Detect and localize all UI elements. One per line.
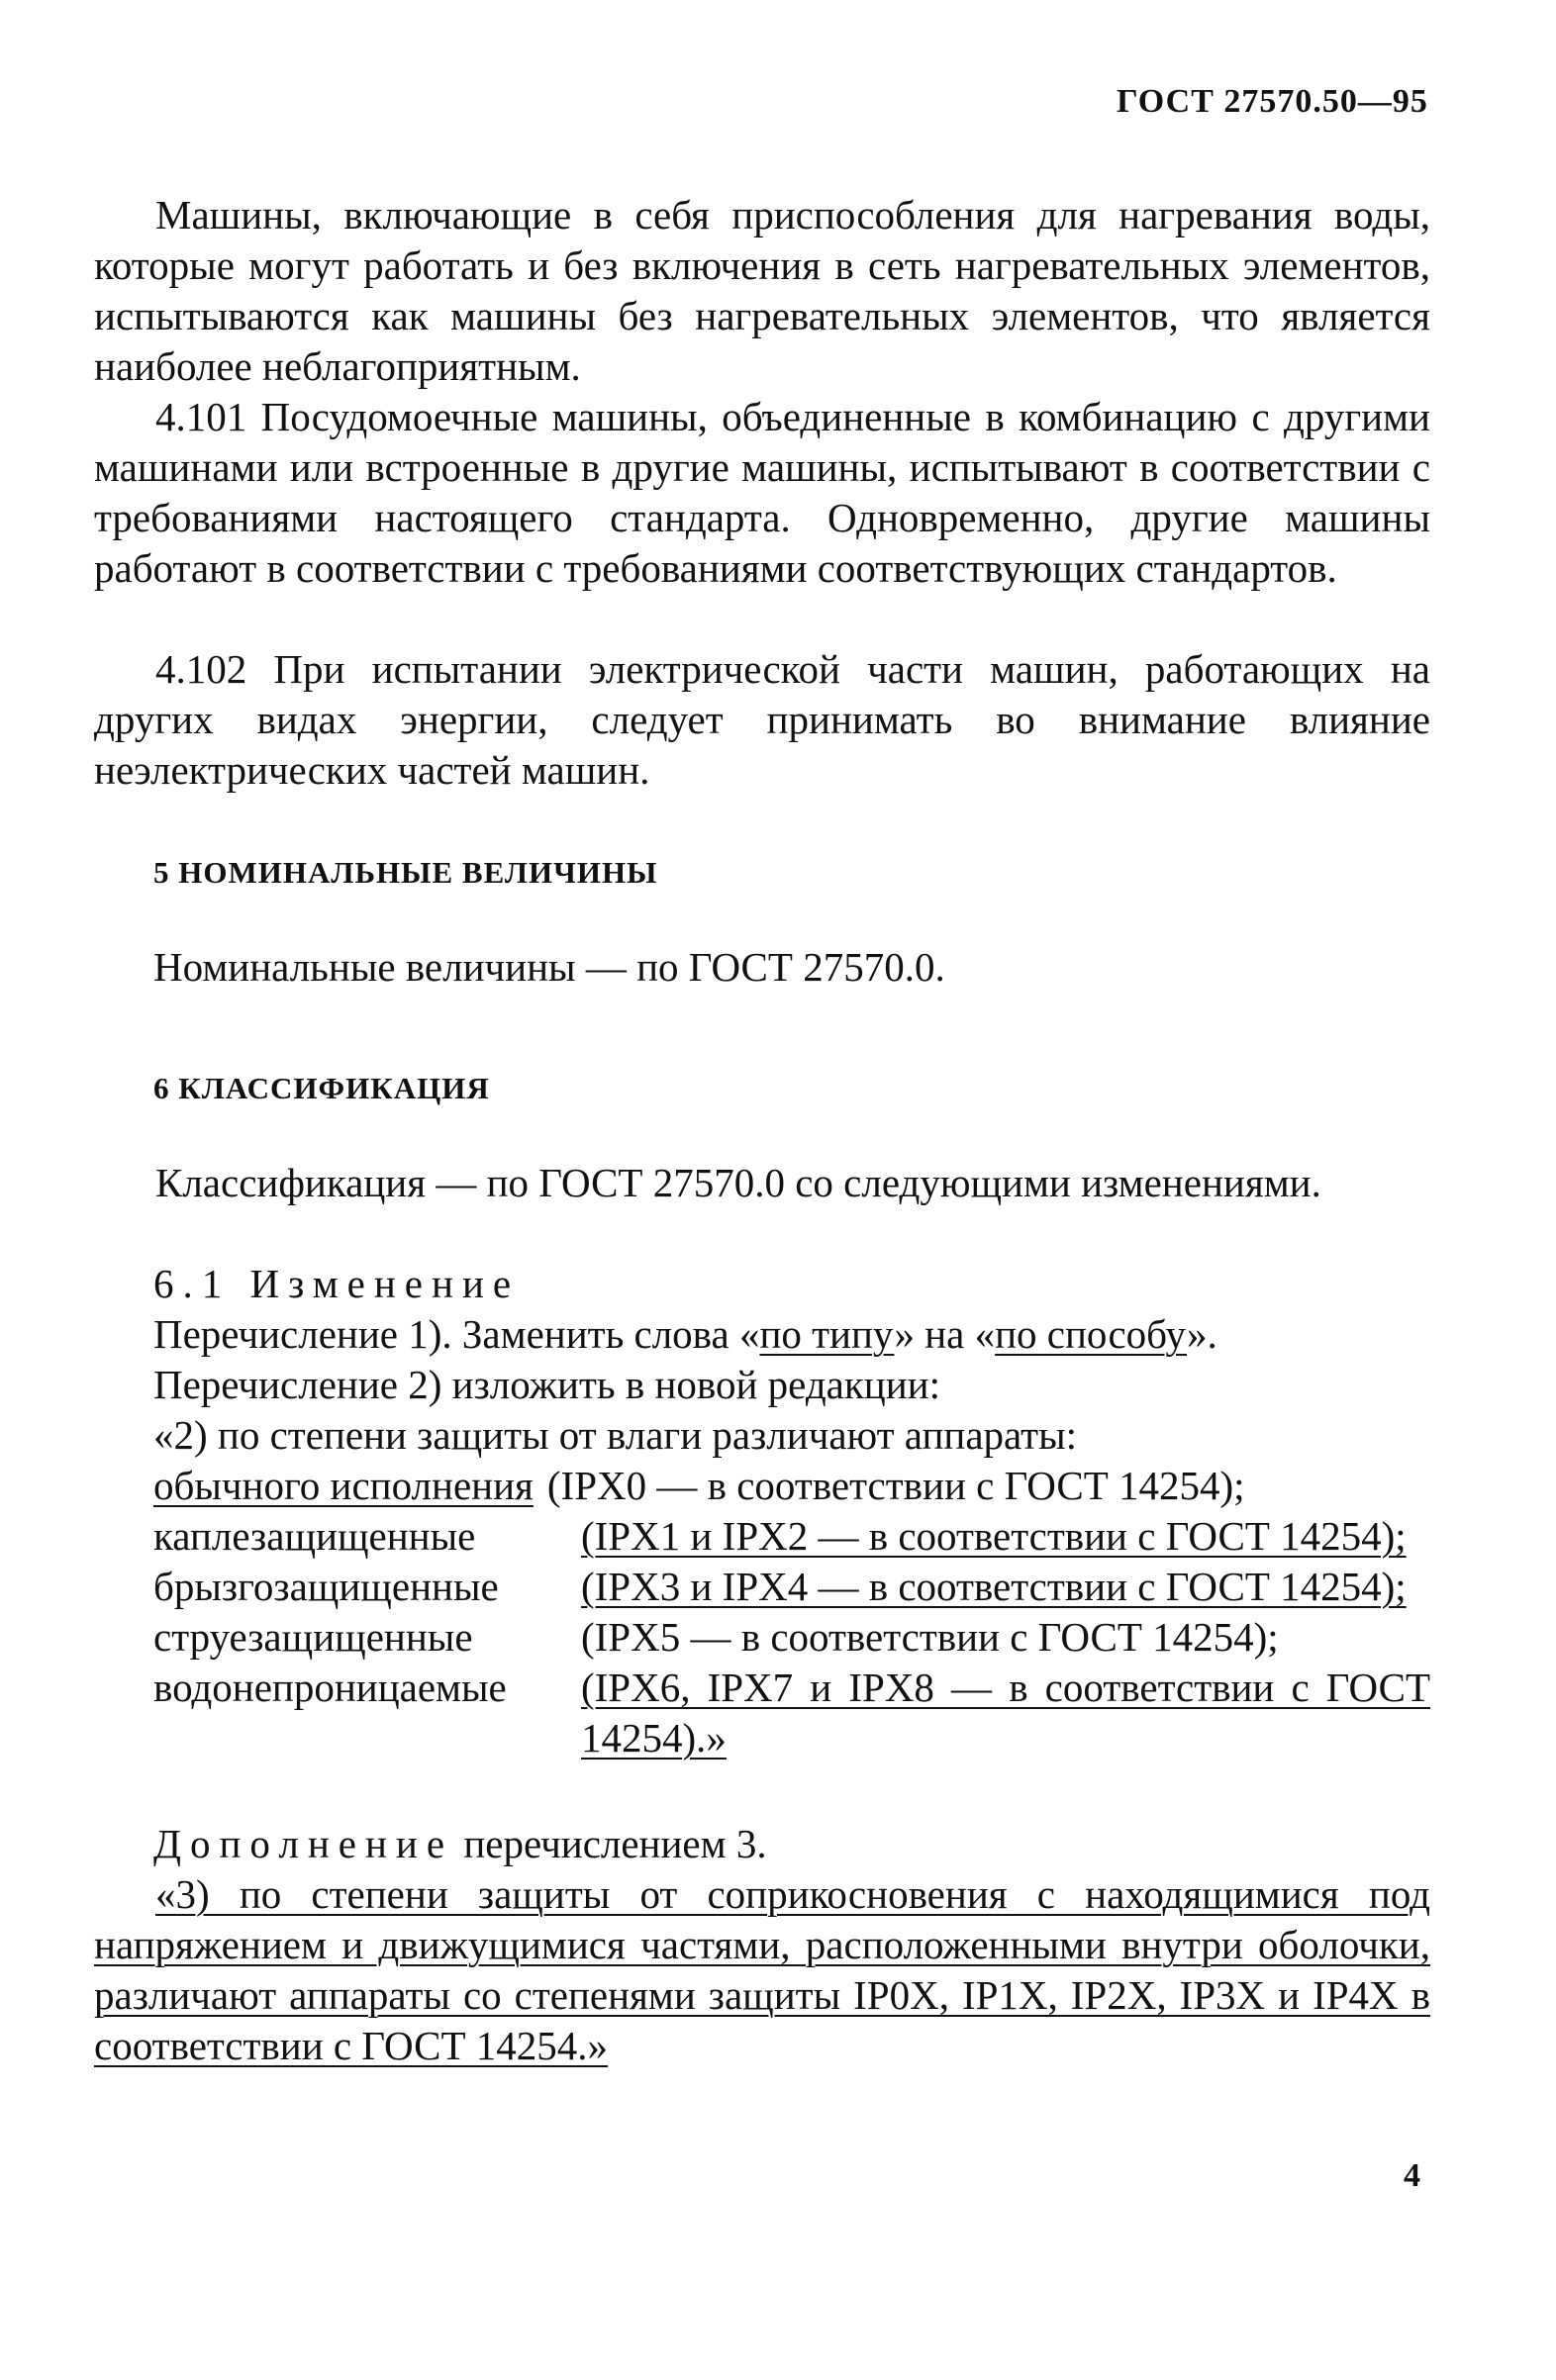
enumeration-1: Перечисление 1). Заменить слова «по типу» на «по способу». [153, 1311, 1217, 1357]
document-header: ГОСТ 27570.50—95 [1117, 83, 1428, 120]
section-6-heading: 6 КЛАССИФИКАЦИЯ [153, 1071, 490, 1105]
addition-line: Дополнение перечислением 3. [153, 1821, 767, 1866]
enumeration-2: Перечисление 2) изложить в новой редакции: [153, 1362, 941, 1407]
paragraph-text: 4.102 При испытании электрической части машин, работающих на других видах энергии, следует принимать во внимание влияние неэлектрических частей машин. [94, 646, 1430, 793]
paragraph-4-102 [94, 644, 1430, 796]
list-item: каплезащищенные (IPX1 и IPX2 — в соответствии с ГОСТ 14254); [153, 1513, 1407, 1559]
list-item: обычного исполнения (IPX0 — в соответствии с ГОСТ 14254); [153, 1463, 1245, 1508]
paragraph-4-101 [94, 392, 1430, 594]
paragraph-text: Машины, включающие в себя приспособления для нагревания воды, которые могут работать и без включения в сеть нагревательных элементов, испытываются как машины без нагревательных элементов, что является наиболее неблагоприятным. [94, 192, 1430, 389]
section-5-text: Номинальные величины — по ГОСТ 27570.0. [153, 944, 945, 990]
protection-classes-list [153, 1461, 1430, 1763]
list-item: брызгозащищенные (IPX3 и IPX4 — в соответствии с ГОСТ 14254); [153, 1564, 1407, 1609]
new-wording: по способу [995, 1311, 1187, 1357]
enumeration-3 [94, 1869, 1430, 2071]
addition-label: Дополнение [153, 1821, 454, 1866]
paragraph-text: 4.101 Посудомоечные машины, объединенные в комбинацию с другими машинами или встроенные в другие машины, испытывают в соответствии с требованиями настоящего стандарта. Одновременно, другие машины работают в соответствии с требованиями соответствующих стандартов. [94, 394, 1430, 591]
list-item: струезащищенные (IPX5 — в соответствии с ГОСТ 14254); [153, 1614, 1279, 1660]
list-item: водонепроницаемые (IPX6, IPX7 и IPX8 — в соответствии с ГОСТ 14254).» [153, 1665, 1430, 1761]
section-6-intro [94, 1158, 1430, 1208]
old-wording: по типу [759, 1311, 895, 1357]
paragraph-text: Классификация — по ГОСТ 27570.0 со следующими изменениями. [155, 1160, 1321, 1205]
enumeration-2-intro: «2) по степени защиты от влаги различают аппараты: [153, 1412, 1078, 1458]
change-label: 6.1 Изменение [153, 1261, 521, 1306]
page-number: 4 [1404, 2157, 1420, 2194]
section-5-heading: 5 НОМИНАЛЬНЫЕ ВЕЛИЧИНЫ [153, 855, 658, 890]
paragraph-text: «3) по степени защиты от соприкосновения с находящимися под напряжением и движущимися частями, расположенными внутри оболочки, различают аппараты со степенями защиты IP0X, IP1X, IP2X, IP3X и IP4X в соответствии с ГОСТ 14254.» [94, 1871, 1430, 2068]
paragraph-heating-machines [94, 190, 1430, 392]
